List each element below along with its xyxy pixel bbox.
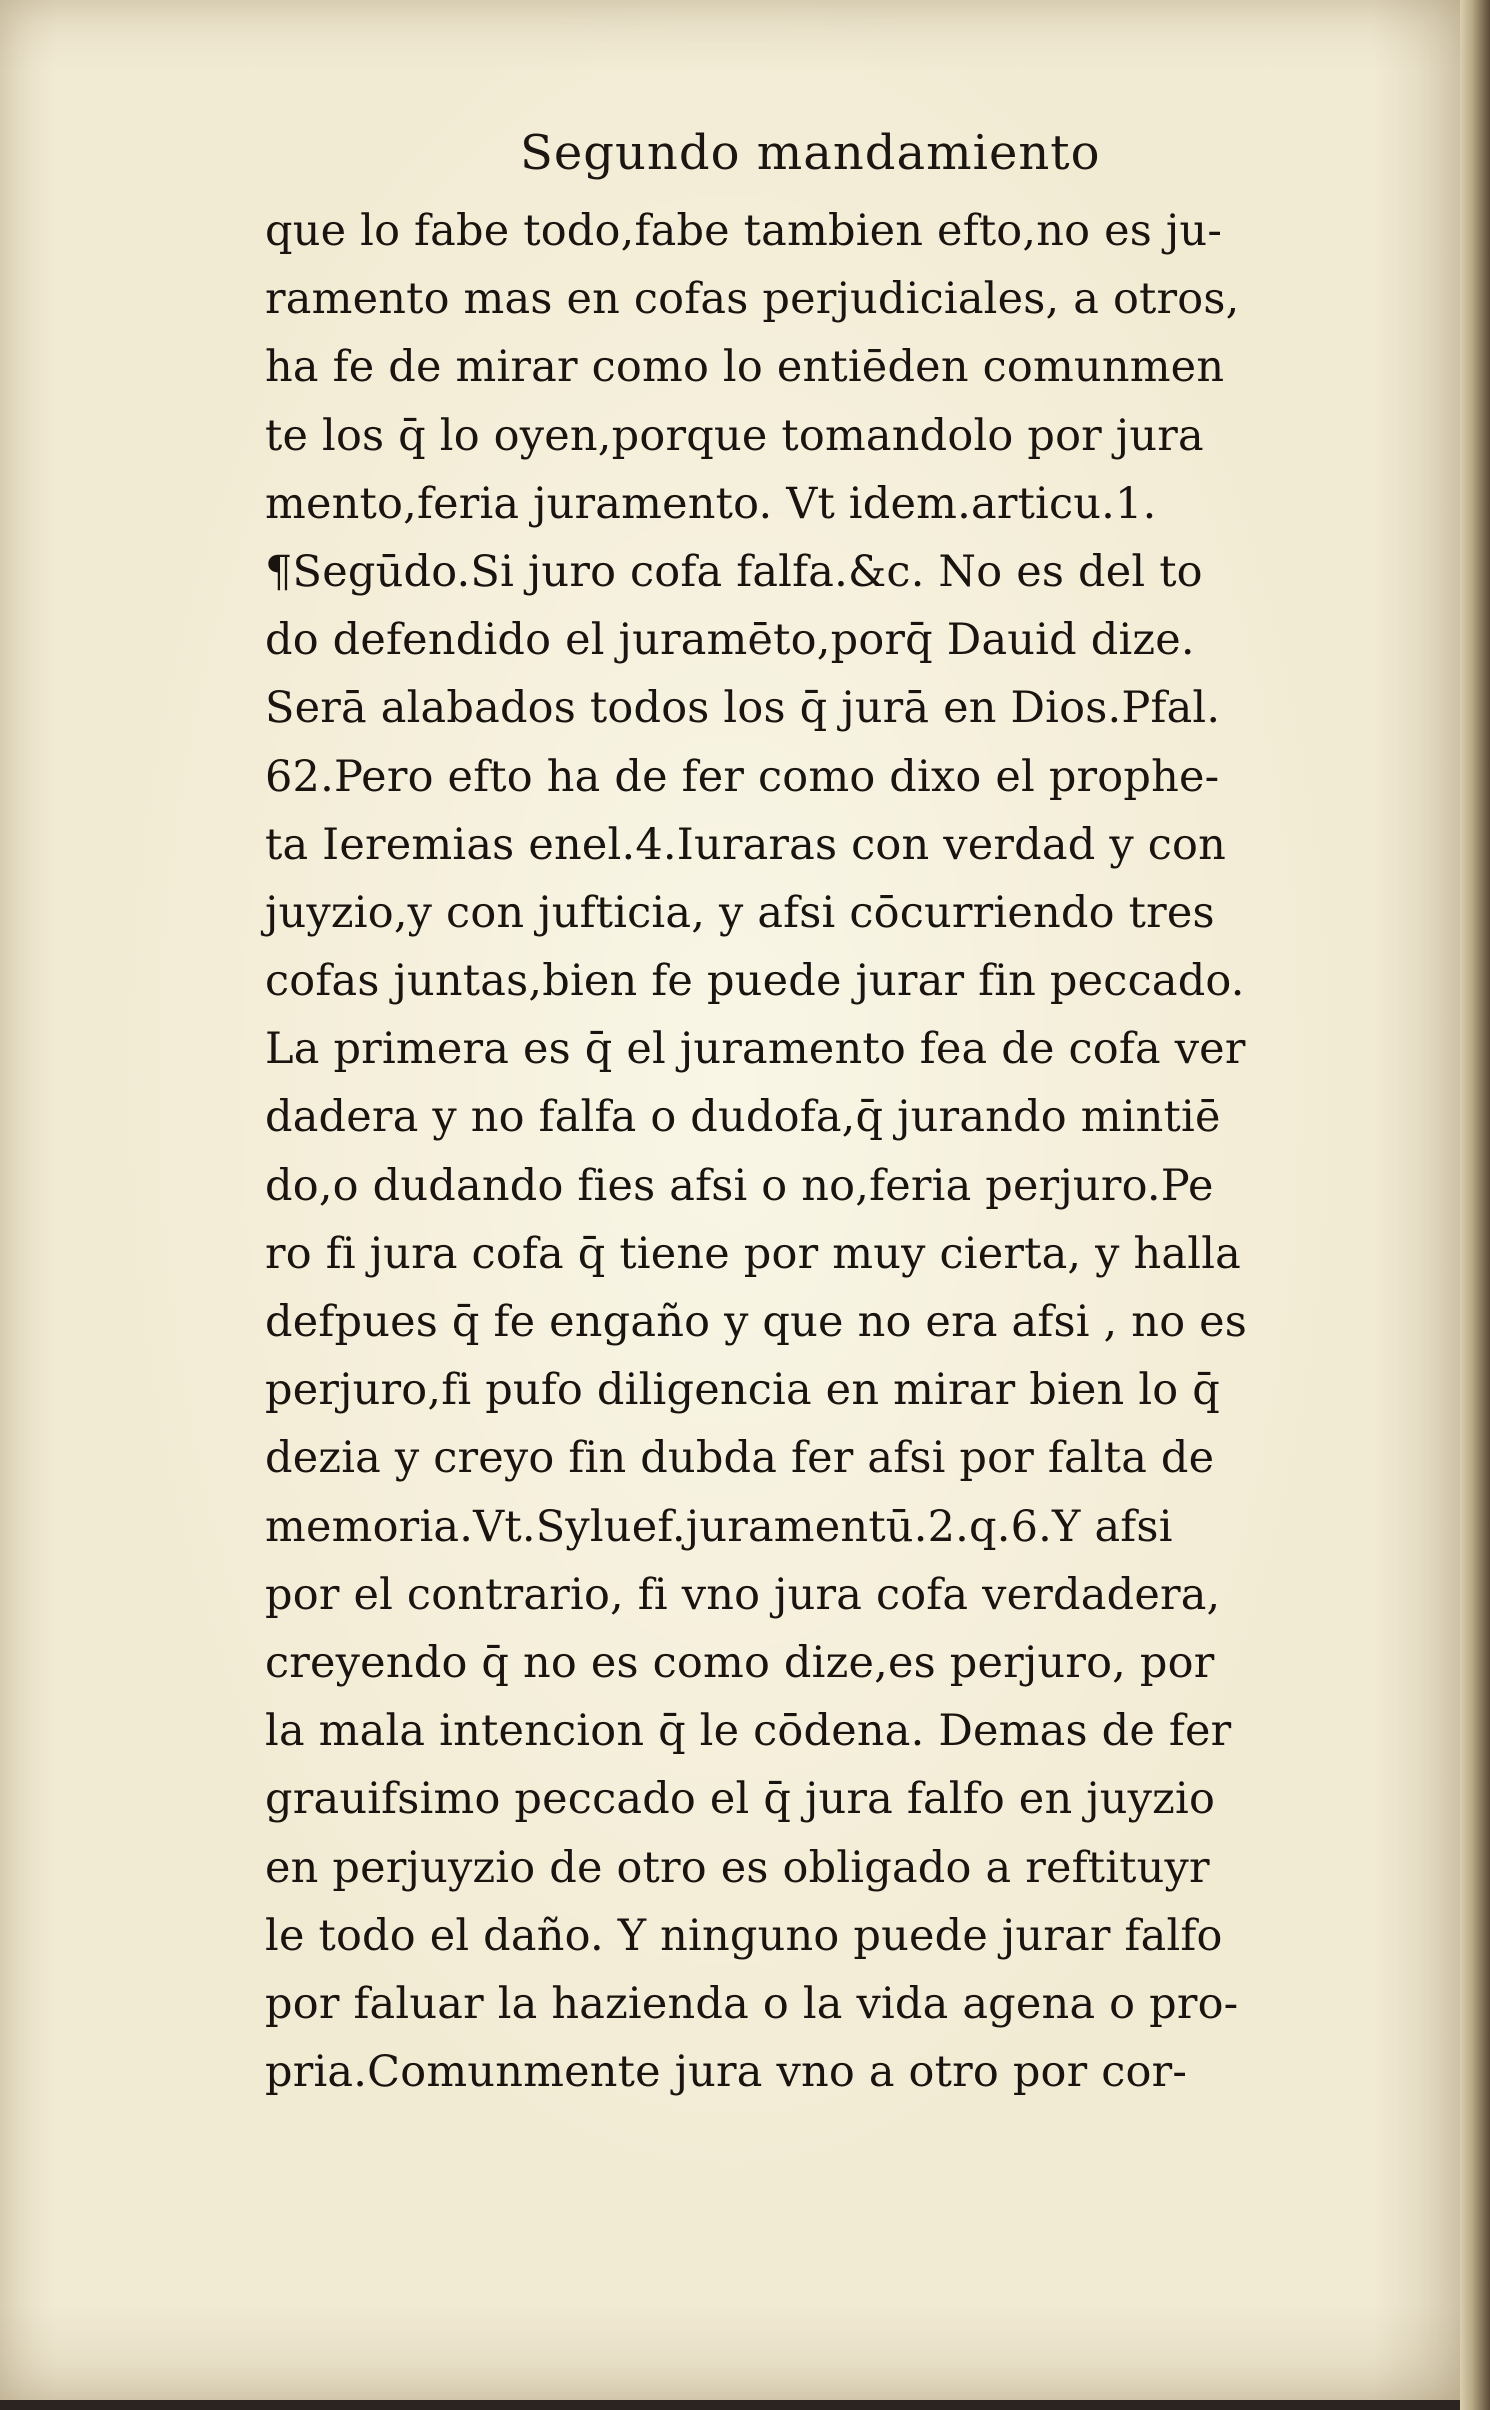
text-line: cofas juntas,bien fe puede jurar fin peccado. bbox=[265, 956, 1245, 1007]
running-header: Segundo mandamiento bbox=[520, 125, 1101, 181]
text-line: la mala intencion q̄ le cōdena. Demas de fer bbox=[265, 1706, 1232, 1757]
text-line: en perjuyzio de otro es obligado a reftituyr bbox=[265, 1842, 1210, 1893]
text-line: ta Ieremias enel.4.Iuraras con verdad y con bbox=[265, 819, 1226, 870]
text-line: La primera es q̄ el juramento fea de cofa ver bbox=[265, 1024, 1246, 1075]
text-line: dezia y creyo fin dubda fer afsi por falta de bbox=[265, 1433, 1215, 1484]
text-line: por el contrario, fi vno jura cofa verdadera, bbox=[265, 1569, 1221, 1620]
text-line: juyzio,y con jufticia, y afsi cōcurriendo tres bbox=[265, 887, 1215, 938]
text-line: memoria.Vt.Syluef.juramentū.2.q.6.Y afsi bbox=[265, 1501, 1173, 1552]
text-line: creyendo q̄ no es como dize,es perjuro, por bbox=[265, 1637, 1215, 1688]
text-line: ro fi jura cofa q̄ tiene por muy cierta, y halla bbox=[265, 1228, 1241, 1279]
text-line: dadera y no falfa o dudofa,q̄ jurando mintiē bbox=[265, 1092, 1221, 1143]
text-line: pria.Comunmente jura vno a otro por cor- bbox=[265, 2047, 1188, 2098]
text-line: grauifsimo peccado el q̄ jura falfo en juyzio bbox=[265, 1774, 1216, 1825]
text-line: defpues q̄ fe engaño y que no era afsi , no es bbox=[265, 1297, 1248, 1347]
text-line: ¶Segūdo.Si juro cofa falfa.&c. No es del to bbox=[265, 546, 1203, 597]
page-edge bbox=[1460, 0, 1490, 2410]
text-line: mento,feria juramento. Vt idem.articu.1. bbox=[265, 478, 1157, 529]
text-line: por faluar la hazienda o la vida agena o pro- bbox=[265, 1978, 1239, 2029]
text-line: ha fe de mirar como lo entiēden comunmen bbox=[265, 342, 1225, 393]
text-line: le todo el daño. Y ninguno puede jurar falfo bbox=[265, 1910, 1223, 1961]
text-line: do defendido el juramēto,porq̄ Dauid dize. bbox=[265, 615, 1195, 666]
text-line: perjuro,fi pufo diligencia en mirar bien lo q̄ bbox=[265, 1365, 1220, 1416]
text-line: ramento mas en cofas perjudiciales, a otros, bbox=[265, 274, 1240, 325]
text-block bbox=[265, 197, 1355, 2106]
text-line: Serā alabados todos los q̄ jurā en Dios.Pfal. bbox=[265, 683, 1221, 734]
text-line: que lo fabe todo,fabe tambien efto,no es ju- bbox=[265, 206, 1223, 256]
text-line: 62.Pero efto ha de fer como dixo el prophe- bbox=[265, 751, 1220, 802]
text-line: te los q̄ lo oyen,porque tomandolo por jura bbox=[265, 410, 1204, 461]
text-line: do,o dudando fies afsi o no,feria perjuro.Pe bbox=[265, 1160, 1214, 1211]
